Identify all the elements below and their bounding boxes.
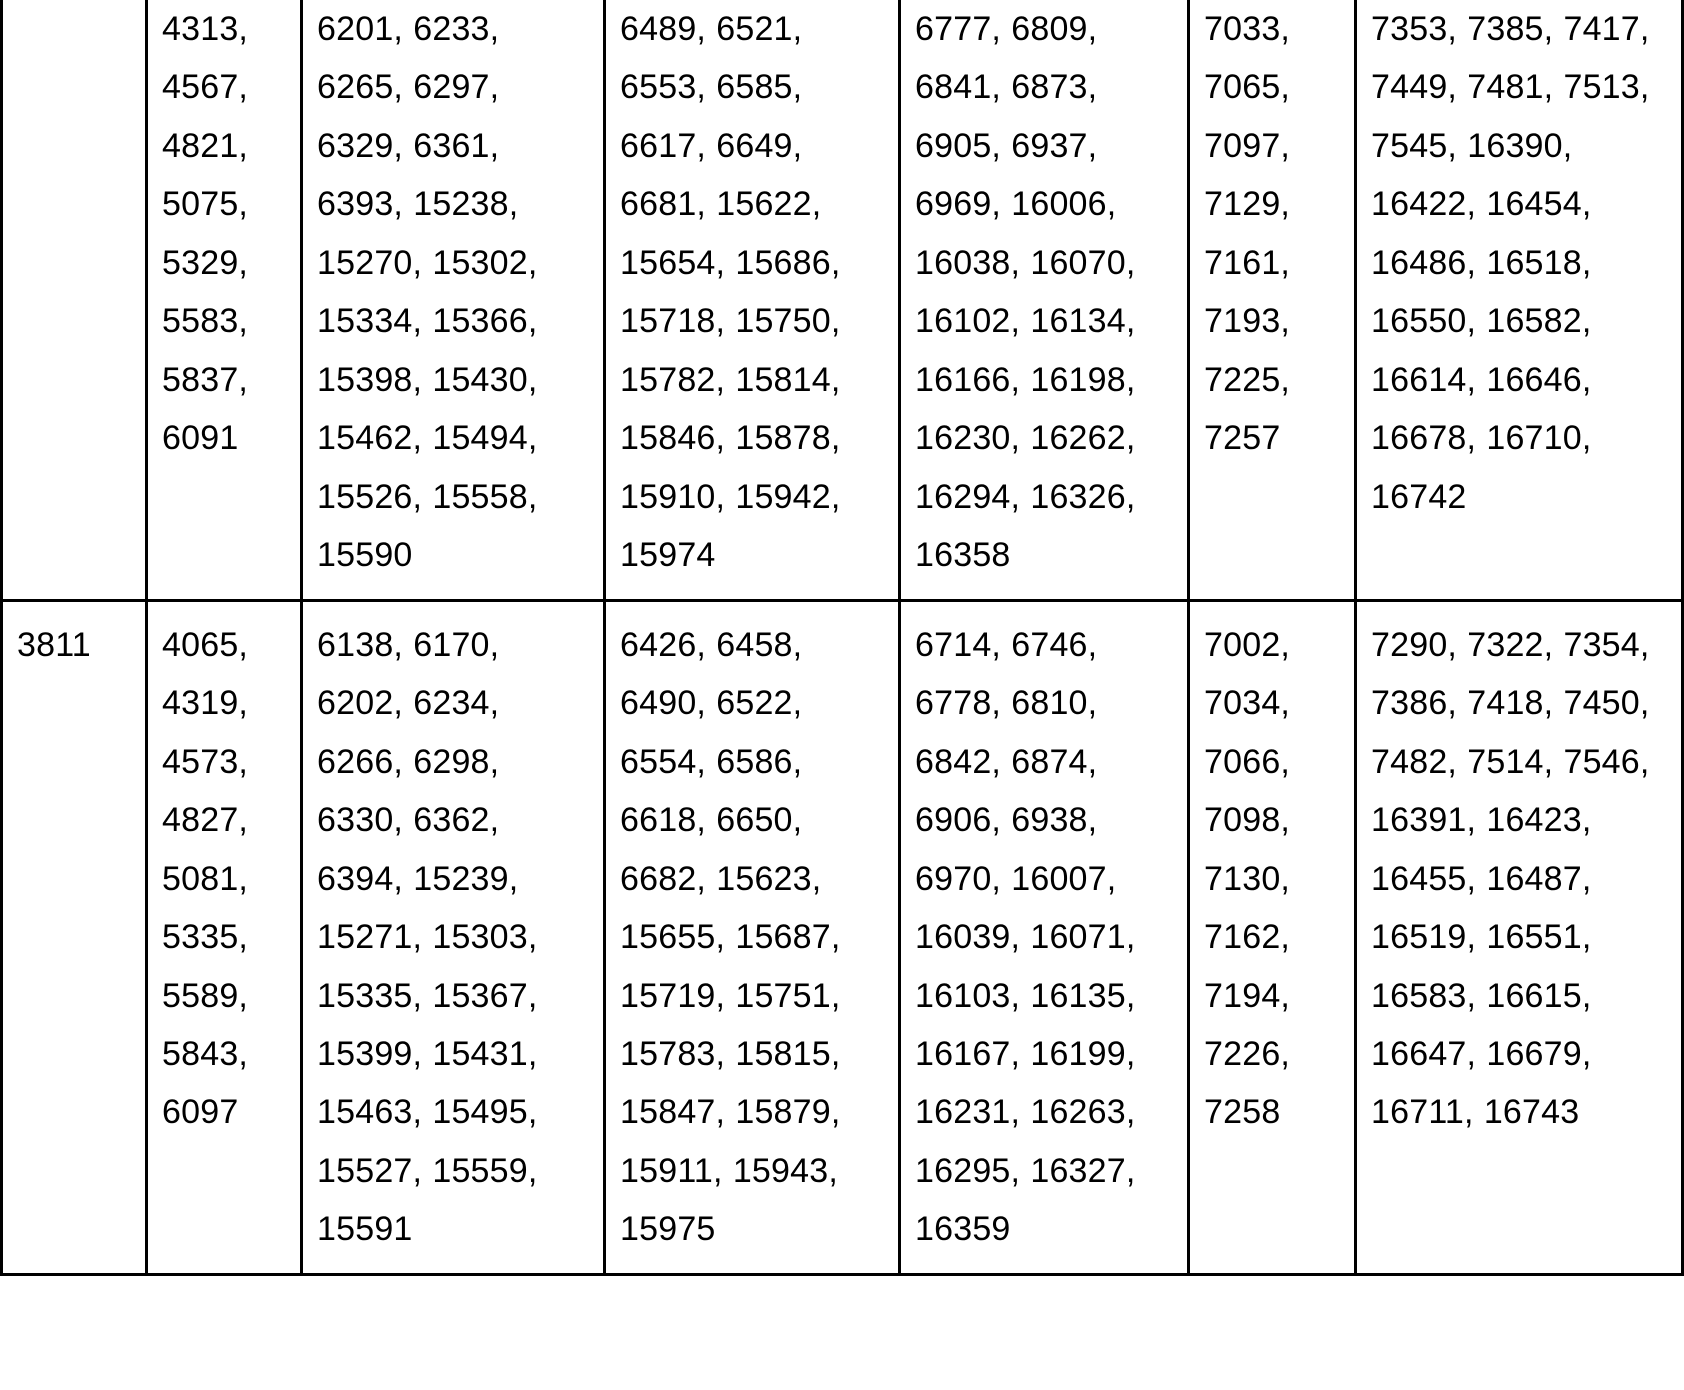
table-cell: 6201, 6233, 6265, 6297, 6329, 6361, 6393, 15238, 15270, 15302, 15334, 15366, 15398, 15430, 15462, 15494, 15526, 15558, 15590 bbox=[302, 0, 605, 600]
table-row bbox=[2, 600, 1683, 1274]
table-cell: 6777, 6809, 6841, 6873, 6905, 6937, 6969, 16006, 16038, 16070, 16102, 16134, 16166, 16198, 16230, 16262, 16294, 16326, 16358 bbox=[900, 0, 1189, 600]
table-cell: 6138, 6170, 6202, 6234, 6266, 6298, 6330, 6362, 6394, 15239, 15271, 15303, 15335, 15367, 15399, 15431, 15463, 15495, 15527, 15559, 15591 bbox=[302, 600, 605, 1274]
table-cell-index: 3811 bbox=[2, 600, 147, 1274]
table-cell: 6489, 6521, 6553, 6585, 6617, 6649, 6681, 15622, 15654, 15686, 15718, 15750, 15782, 15814, 15846, 15878, 15910, 15942, 15974 bbox=[605, 0, 900, 600]
table-cell: 7353, 7385, 7417, 7449, 7481, 7513, 7545, 16390, 16422, 16454, 16486, 16518, 16550, 16582, 16614, 16646, 16678, 16710, 16742 bbox=[1356, 0, 1683, 600]
table-cell: 7002, 7034, 7066, 7098, 7130, 7162, 7194, 7226, 7258 bbox=[1189, 600, 1356, 1274]
table-row bbox=[2, 0, 1683, 600]
table-cell: 7290, 7322, 7354, 7386, 7418, 7450, 7482, 7514, 7546, 16391, 16423, 16455, 16487, 16519, 16551, 16583, 16615, 16647, 16679, 16711, 16743 bbox=[1356, 600, 1683, 1274]
table-cell: 4313, 4567, 4821, 5075, 5329, 5583, 5837, 6091 bbox=[147, 0, 302, 600]
table-cell: 6714, 6746, 6778, 6810, 6842, 6874, 6906, 6938, 6970, 16007, 16039, 16071, 16103, 16135, 16167, 16199, 16231, 16263, 16295, 16327, 16359 bbox=[900, 600, 1189, 1274]
table-cell-index bbox=[2, 0, 147, 600]
table-cell: 7033, 7065, 7097, 7129, 7161, 7193, 7225, 7257 bbox=[1189, 0, 1356, 600]
table-cell: 4065, 4319, 4573, 4827, 5081, 5335, 5589, 5843, 6097 bbox=[147, 600, 302, 1274]
table-cell: 6426, 6458, 6490, 6522, 6554, 6586, 6618, 6650, 6682, 15623, 15655, 15687, 15719, 15751, 15783, 15815, 15847, 15879, 15911, 15943, 15975 bbox=[605, 600, 900, 1274]
